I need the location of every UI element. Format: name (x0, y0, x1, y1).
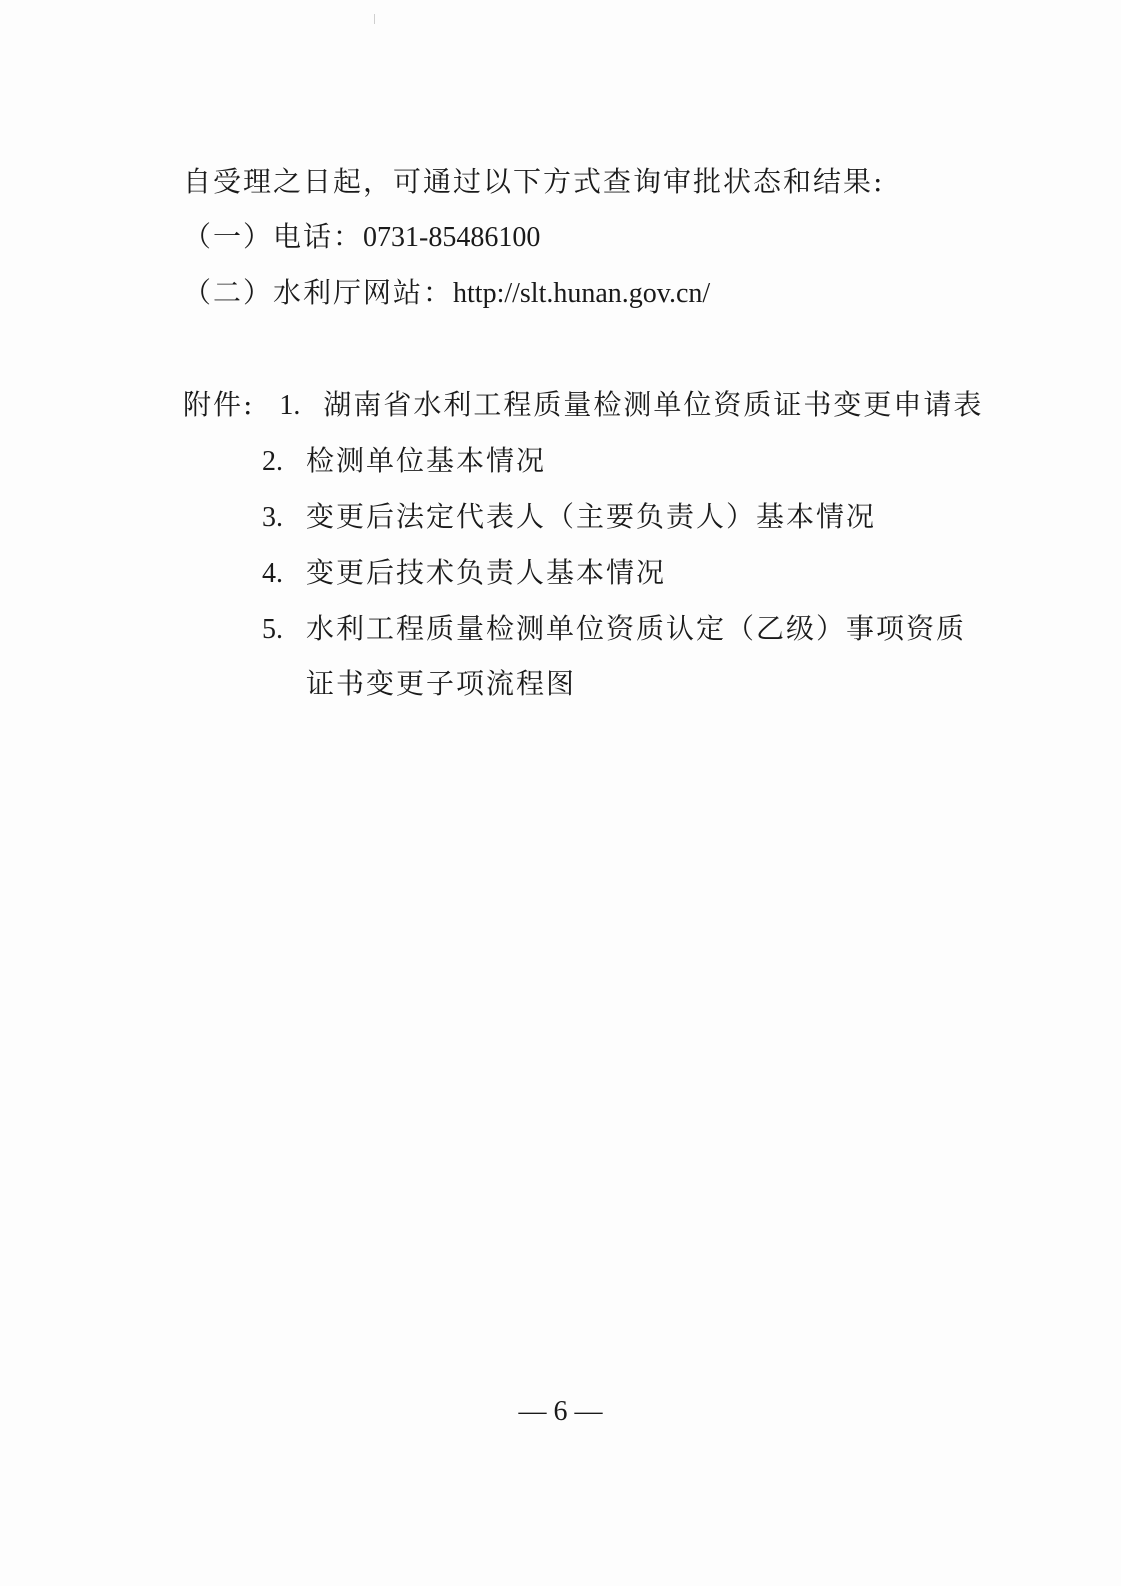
attachment-item-5 (262, 609, 966, 650)
attachment-number: 5. (262, 614, 283, 645)
attachment-text: 检测单位基本情况 (306, 444, 547, 477)
attachment-number: 4. (262, 558, 283, 589)
attachment-number: 2. (262, 446, 283, 477)
scan-mark (374, 14, 375, 24)
attachment-item-4 (262, 553, 666, 594)
website-url: http://slt.hunan.gov.cn/ (453, 278, 711, 309)
attachment-text: 变更后技术负责人基本情况 (306, 556, 667, 589)
attachment-number: 3. (262, 502, 283, 533)
attachment-item-1 (183, 385, 983, 426)
phone-prefix: （一）电话： (183, 220, 364, 253)
attachment-text: 湖南省水利工程质量检测单位资质证书变更申请表 (323, 388, 984, 421)
phone-line (183, 217, 540, 258)
query-intro: 自受理之日起，可通过以下方式查询审批状态和结果: (183, 165, 885, 198)
phone-number: 0731-85486100 (363, 222, 541, 253)
attachment-text: 水利工程质量检测单位资质认定（乙级）事项资质 (306, 612, 967, 645)
attachment-item-5-continuation: 证书变更子项流程图 (306, 667, 577, 700)
website-prefix: （二）水利厅网站： (183, 276, 454, 309)
attachments-label: 附件: (183, 388, 255, 421)
page-number: — 6 — (518, 1396, 603, 1427)
attachment-number: 1. (279, 390, 301, 421)
attachment-item-2 (262, 441, 546, 482)
website-line (183, 273, 710, 314)
attachment-text: 变更后法定代表人（主要负责人）基本情况 (306, 500, 877, 533)
attachment-item-3 (262, 497, 876, 538)
